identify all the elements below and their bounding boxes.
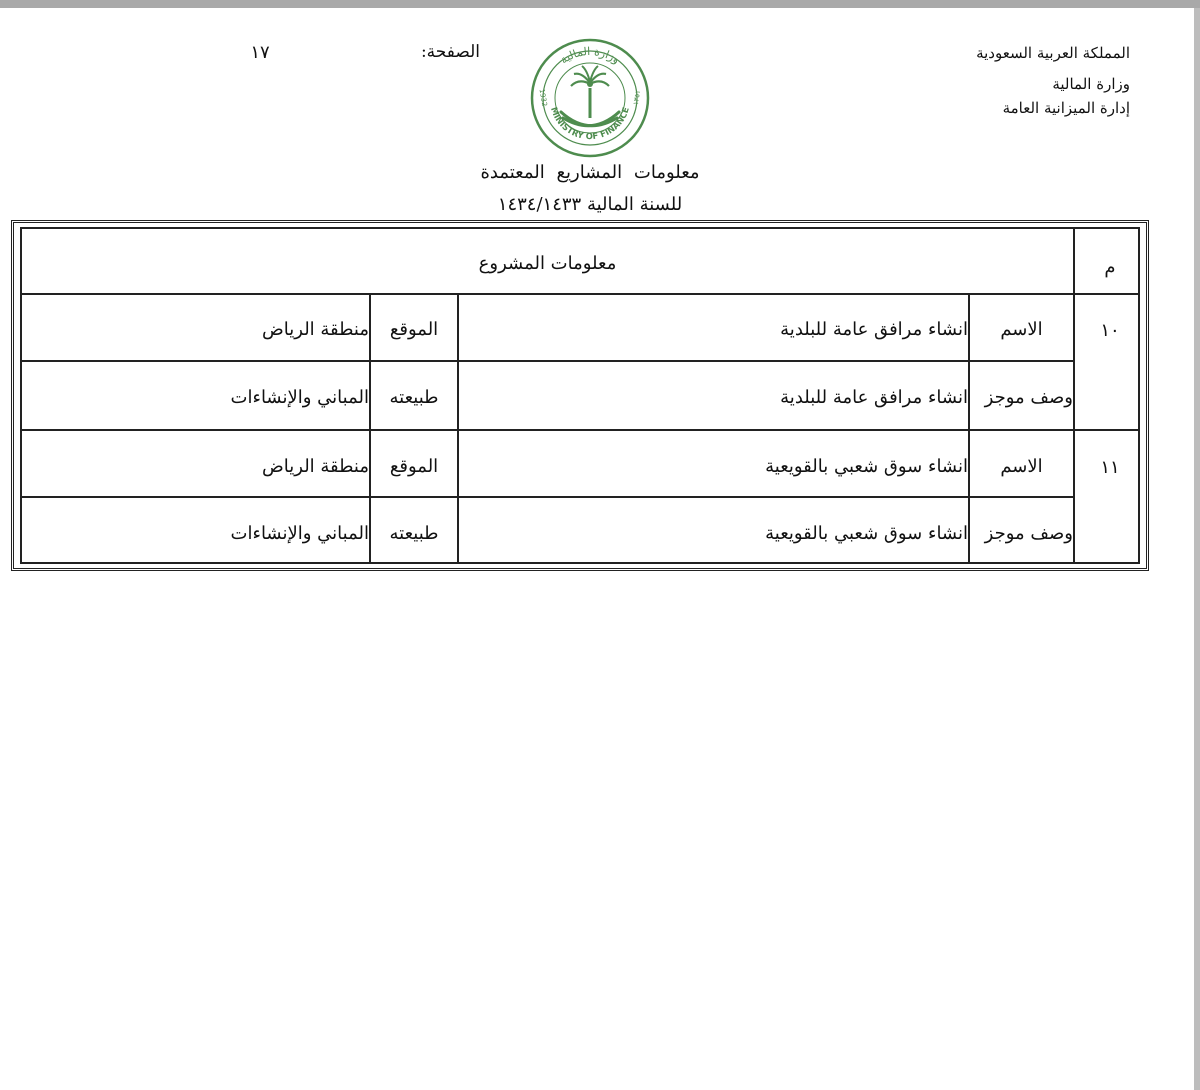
seal-year-right: ١٣٥١	[631, 89, 643, 106]
fiscal-year-subtitle: للسنة المالية ١٤٣٤/١٤٣٣	[497, 194, 683, 215]
table-inner-top-rule	[20, 227, 1140, 229]
column-header-index: م	[1104, 257, 1116, 278]
label-location: الموقع	[389, 319, 439, 340]
table-row-rule	[20, 496, 1073, 498]
project-description: انشاء سوق شعبي بالقويعية	[765, 523, 968, 544]
seal-english-text: MINISTRY OF FINANCE	[548, 105, 632, 143]
palm-tree-icon	[571, 66, 609, 118]
project-location: منطقة الرياض	[262, 456, 369, 477]
column-header-project-info: معلومات المشروع	[478, 253, 617, 274]
ministry-seal-logo	[525, 38, 655, 158]
right-border-bar	[1194, 8, 1200, 1090]
department-name: إدارة الميزانية العامة	[1002, 98, 1130, 117]
label-name: الاسم	[1000, 319, 1043, 340]
table-inner-bottom-rule	[20, 562, 1140, 564]
label-description: وصف موجز	[984, 523, 1073, 544]
table-header-rule	[20, 293, 1140, 295]
kingdom-name: المملكة العربية السعودية	[976, 44, 1130, 62]
project-name: انشاء مرافق عامة للبلدية	[780, 319, 968, 340]
top-border-bar	[0, 0, 1200, 8]
ministry-name: وزارة المالية	[1052, 75, 1130, 94]
label-nature: طبيعته	[389, 387, 439, 408]
row-index: ١١	[1100, 457, 1120, 478]
label-location: الموقع	[389, 456, 439, 477]
seal-year-left: 1932	[537, 88, 549, 108]
project-nature: المباني والإنشاءات	[230, 387, 369, 408]
label-nature: طبيعته	[389, 523, 439, 544]
project-location: منطقة الرياض	[262, 319, 369, 340]
letterhead	[976, 42, 1130, 120]
project-name: انشاء سوق شعبي بالقويعية	[765, 456, 968, 477]
project-description: انشاء مرافق عامة للبلدية	[780, 387, 968, 408]
projects-table	[11, 220, 1149, 571]
table-row-rule	[20, 360, 1073, 362]
project-nature: المباني والإنشاءات	[230, 523, 369, 544]
row-index: ١٠	[1100, 320, 1120, 341]
label-description: وصف موجز	[984, 387, 1073, 408]
page-number: ١٧	[250, 42, 270, 63]
page-label: الصفحة:	[420, 42, 480, 62]
table-row-rule	[20, 429, 1140, 431]
label-name: الاسم	[1000, 456, 1043, 477]
document-title: معلومات المشاريع المعتمدة	[480, 162, 700, 183]
seal-arabic-text: وزارة المالية	[557, 44, 623, 67]
